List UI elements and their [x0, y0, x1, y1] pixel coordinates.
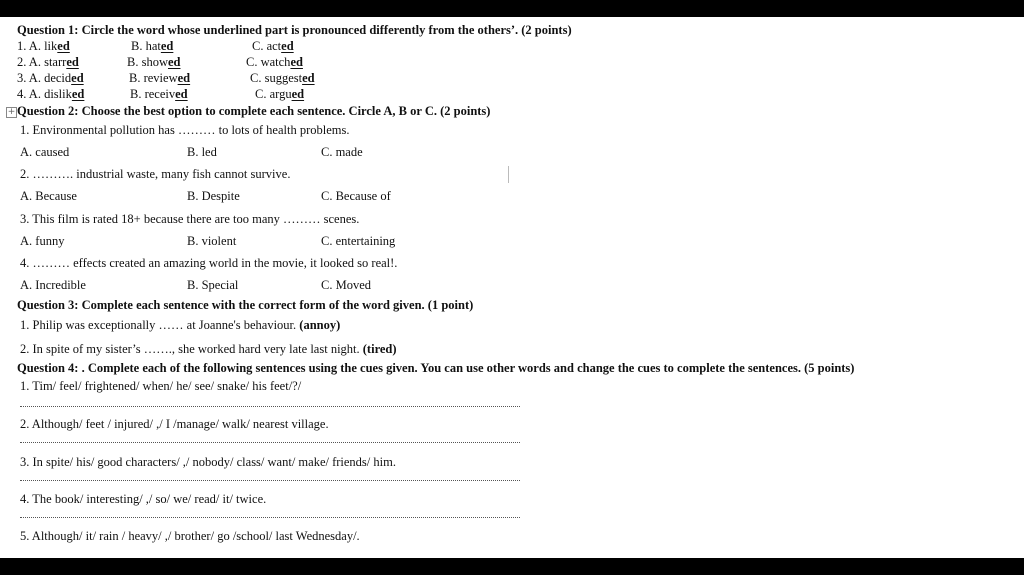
underlined-ending: ed [291, 87, 305, 101]
answer-line[interactable] [20, 442, 520, 443]
answer-line[interactable] [20, 480, 520, 481]
q1-4-option-a: 4. A. dislik [17, 87, 72, 101]
worksheet-page [0, 17, 1024, 558]
q2-1-option-c: C. made [321, 145, 363, 159]
underlined-ending: ed [177, 71, 191, 85]
q1-1-option-a: 1. A. lik [17, 39, 58, 53]
q1-1-option-c: C. act [252, 39, 282, 53]
q1-3-option-c: C. suggest [250, 71, 303, 85]
underlined-ending: ed [71, 87, 85, 101]
q2-3-option-a: A. funny [20, 234, 65, 248]
q1-2-option-a: 2. A. starr [17, 55, 67, 69]
question-3-title: Question 3: Complete each sentence with the correct form of the word given. (1 point) [17, 298, 474, 312]
underlined-ending: ed [66, 55, 79, 69]
q4-item-5: 5. Although/ it/ rain / heavy/ ,/ brother/ go /school/ last Wednesday/. [20, 529, 360, 543]
q2-1-stem: 1. Environmental pollution has ……… to lots of health problems. [20, 123, 350, 137]
underlined-ending: ed [167, 55, 181, 69]
q2-4-option-b: B. Special [187, 278, 239, 292]
q1-3-option-a: 3. A. decid [17, 71, 72, 85]
question-1-title: Question 1: Circle the word whose underlined part is pronounced differently from the others’. (2 points) [17, 23, 572, 37]
q3-1-cue: (annoy) [299, 318, 341, 332]
underlined-ending: ed [57, 39, 70, 53]
q2-3-option-c: C. entertaining [321, 234, 396, 248]
q4-item-2: 2. Although/ feet / injured/ ,/ I /manage/ walk/ nearest village. [20, 417, 329, 431]
q4-item-3: 3. In spite/ his/ good characters/ ,/ nobody/ class/ want/ make/ friends/ him. [20, 455, 396, 469]
underlined-ending: ed [160, 39, 174, 53]
q1-2-option-b: B. show [127, 55, 168, 69]
q1-2-option-c: C. watch [246, 55, 291, 69]
q2-4-stem: 4. ……… effects created an amazing world in the movie, it looked so real!. [20, 256, 398, 270]
q2-2-option-c: C. Because of [321, 189, 391, 203]
q2-2-stem: 2. ………. industrial waste, many fish cannot survive. [20, 167, 291, 181]
q4-item-4: 4. The book/ interesting/ ,/ so/ we/ read/ it/ twice. [20, 492, 267, 506]
q2-4-option-a: A. Incredible [20, 278, 86, 292]
underlined-ending: ed [71, 71, 84, 85]
q2-3-option-b: B. violent [187, 234, 237, 248]
underlined-ending: ed [175, 87, 188, 101]
q2-1-option-a: A. caused [20, 145, 70, 159]
q3-2-cue: (tired) [362, 342, 397, 356]
q1-4-option-c: C. argu [255, 87, 292, 101]
underlined-ending: ed [290, 55, 303, 69]
q2-3-stem: 3. This film is rated 18+ because there are too many ……… scenes. [20, 212, 360, 226]
table-border [508, 166, 509, 183]
underlined-ending: ed [281, 39, 294, 53]
q3-item-2 [20, 342, 397, 357]
q1-4-option-b: B. receiv [130, 87, 176, 101]
q1-1-option-b: B. hat [131, 39, 161, 53]
q3-item-1 [20, 318, 340, 333]
q3-1-text: 1. Philip was exceptionally …… at Joanne's behaviour. [20, 318, 297, 332]
question-4-title: Question 4: . Complete each of the following sentences using the cues given. You can use other words and change the cues to complete the sentences. (5 points) [17, 361, 855, 375]
q1-3-option-b: B. review [129, 71, 178, 85]
q2-2-option-b: B. Despite [187, 189, 240, 203]
q3-2-text: 2. In spite of my sister’s ……., she worked hard very late last night. [20, 342, 360, 356]
question-2-title: Question 2: Choose the best option to complete each sentence. Circle A, B or C. (2 points) [17, 104, 491, 118]
q4-item-1: 1. Tim/ feel/ frightened/ when/ he/ see/ snake/ his feet/?/ [20, 379, 302, 393]
q2-2-option-a: A. Because [20, 189, 77, 203]
underlined-ending: ed [302, 71, 315, 85]
answer-line[interactable] [20, 406, 520, 407]
q2-1-option-b: B. led [187, 145, 217, 159]
q2-4-option-c: C. Moved [321, 278, 371, 292]
table-move-handle-icon[interactable]: + [7, 107, 16, 117]
answer-line[interactable] [20, 517, 520, 518]
